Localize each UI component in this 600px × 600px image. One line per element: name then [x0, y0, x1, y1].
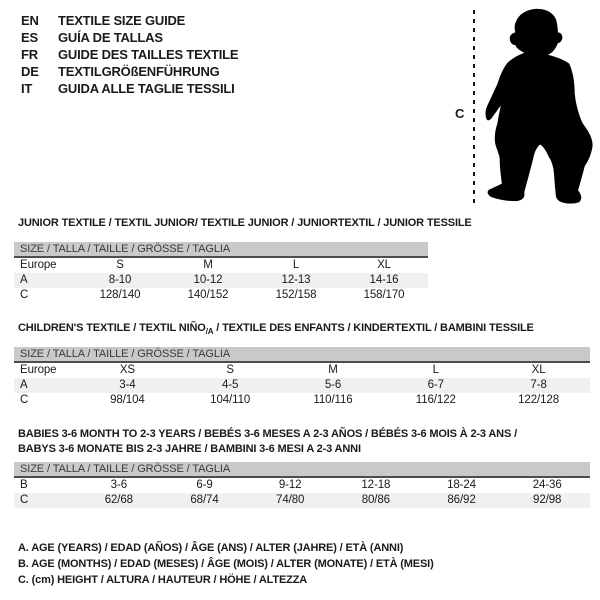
babies-table-title: [18, 427, 517, 457]
table-row: [14, 393, 590, 408]
size-cell: 98/104: [110, 394, 145, 406]
size-cell: 158/170: [363, 289, 405, 301]
size-header-bar: SIZE / TALLA / TAILLE / GRÖSSE / TAGLIA: [14, 347, 590, 363]
language-row: [21, 63, 238, 80]
size-cell: S: [226, 364, 234, 376]
size-cell: 68/74: [190, 494, 219, 506]
table-row: [14, 378, 590, 393]
language-row: [21, 12, 238, 29]
language-label: GUIDA ALLE TAGLIE TESSILI: [58, 81, 235, 96]
size-cell: 12-18: [361, 479, 391, 491]
size-cell: 152/158: [275, 289, 317, 301]
size-header-bar: SIZE / TALLA / TAILLE / GRÖSSE / TAGLIA: [14, 462, 590, 478]
size-cell: 9-12: [278, 479, 302, 491]
size-cell: XL: [377, 259, 391, 271]
size-cell: 3-4: [119, 379, 136, 391]
footnotes: [18, 540, 434, 588]
table-row: [14, 363, 590, 378]
size-cell: XL: [531, 364, 546, 376]
footnote-b: B. AGE (MONTHS) / EDAD (MESES) / ÂGE (MOIS) / ALTER (MONATE) / ETÀ (MESI): [18, 558, 434, 570]
size-cell: 110/116: [313, 394, 353, 406]
row-label-cell: B: [20, 479, 28, 491]
size-cell: 86/92: [447, 494, 476, 506]
size-cell: L: [292, 259, 300, 271]
table-row: [14, 288, 428, 303]
size-cell: 122/128: [518, 394, 560, 406]
table-row: [14, 273, 428, 288]
language-code: FR: [21, 47, 38, 62]
language-row: [21, 46, 238, 63]
junior-size-table: [14, 242, 428, 303]
babies-size-table: [14, 462, 590, 508]
language-label: TEXTILGRÖßENFÜHRUNG: [58, 64, 220, 79]
size-header-bar: SIZE / TALLA / TAILLE / GRÖSSE / TAGLIA: [14, 242, 428, 258]
size-cell: 104/110: [210, 394, 251, 406]
row-label-cell: C: [20, 289, 29, 301]
babies-title-line2: BABYS 3-6 MONATE BIS 2-3 JAHRE / BAMBINI 3-6 MESI A 2-3 ANNI: [18, 443, 361, 455]
size-cell: L: [432, 364, 439, 376]
size-cell: 3-6: [110, 479, 127, 491]
height-measure-label: C: [455, 106, 465, 121]
language-code: IT: [21, 81, 33, 96]
footnote-a: A. AGE (YEARS) / EDAD (AÑOS) / ÂGE (ANS) / ALTER (JAHRE) / ETÀ (ANNI): [18, 542, 404, 554]
language-code: EN: [21, 13, 39, 28]
size-cell: 128/140: [99, 289, 141, 301]
table-row: [14, 478, 590, 493]
table-row: [14, 493, 590, 508]
footnote-c: C. (cm) HEIGHT / ALTURA / HAUTEUR / HÖHE / ALTEZZA: [18, 574, 308, 586]
children-title-text: CHILDREN'S TEXTILE / TEXTIL NIÑO: [18, 322, 206, 334]
language-code: ES: [21, 30, 38, 45]
language-list: [21, 12, 238, 97]
children-title-text: / TEXTILE DES ENFANTS / KINDERTEXTIL / BAMBINI TESSILE: [213, 322, 534, 334]
language-label: TEXTILE SIZE GUIDE: [58, 13, 186, 28]
children-title-subscript: /A: [205, 327, 214, 337]
size-cell: 24-36: [532, 479, 562, 491]
language-row: [21, 29, 238, 46]
size-cell: 5-6: [324, 379, 342, 391]
size-cell: M: [203, 259, 213, 271]
size-cell: 4-5: [222, 379, 239, 391]
children-size-table: [14, 347, 590, 408]
row-label-cell: Europe: [20, 259, 57, 271]
row-label-cell: Europe: [20, 364, 57, 376]
size-cell: 62/68: [104, 494, 133, 506]
baby-silhouette-icon: [484, 6, 596, 206]
language-label: GUIDE DES TAILLES TEXTILE: [58, 47, 239, 62]
row-label-cell: C: [20, 494, 29, 506]
size-cell: XS: [119, 364, 135, 376]
size-cell: 92/98: [533, 494, 562, 506]
size-cell: 10-12: [193, 274, 223, 286]
children-table-title: [18, 322, 534, 336]
row-label-cell: A: [20, 379, 28, 391]
size-cell: M: [328, 364, 338, 376]
babies-title-line1: BABIES 3-6 MONTH TO 2-3 YEARS / BEBÉS 3-6 MESES A 2-3 AÑOS / BÉBÉS 3-6 MOIS À 2-3 ANS /: [18, 428, 517, 440]
size-cell: 14-16: [369, 274, 399, 286]
size-cell: 8-10: [108, 274, 132, 286]
table-row: [14, 258, 428, 273]
size-cell: 116/122: [415, 394, 456, 406]
size-cell: 12-13: [281, 274, 311, 286]
language-code: DE: [21, 64, 39, 79]
height-measure-line: [473, 10, 475, 206]
size-cell: 7-8: [530, 379, 547, 391]
size-cell: 74/80: [276, 494, 305, 506]
row-label-cell: C: [20, 394, 29, 406]
language-row: [21, 80, 238, 97]
language-label: GUÍA DE TALLAS: [58, 30, 163, 45]
size-cell: 80/86: [361, 494, 390, 506]
size-cell: 140/152: [187, 289, 229, 301]
size-cell: S: [116, 259, 124, 271]
row-label-cell: A: [20, 274, 28, 286]
junior-table-title: JUNIOR TEXTILE / TEXTIL JUNIOR/ TEXTILE JUNIOR / JUNIORTEXTIL / JUNIOR TESSILE: [18, 217, 472, 229]
size-cell: 6-9: [196, 479, 213, 491]
size-cell: 18-24: [447, 479, 476, 491]
size-cell: 6-7: [427, 379, 444, 391]
